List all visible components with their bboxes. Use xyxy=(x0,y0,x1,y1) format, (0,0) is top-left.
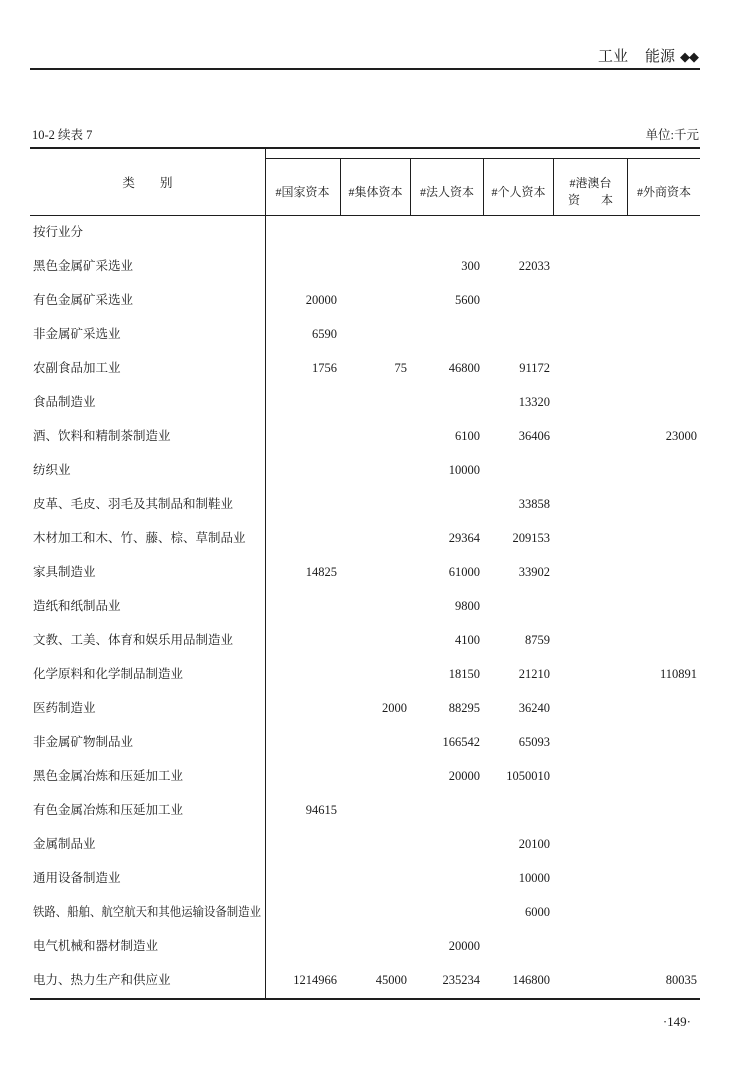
row-category xyxy=(30,904,265,920)
table-row xyxy=(30,623,700,657)
value-individual-capital: 21210 xyxy=(518,667,550,681)
table-row xyxy=(30,249,700,283)
col-header-hk-macao-taiwan-capital xyxy=(553,158,627,215)
col-header-line: 资 本 xyxy=(567,193,613,207)
row-category-label: 化学原料和化学制品制造业 xyxy=(33,667,184,681)
page-number: ·149· xyxy=(662,1014,691,1029)
value-individual-capital: 8759 xyxy=(525,633,550,647)
row-category xyxy=(30,258,265,274)
row-category-label: 文教、工美、体育和娱乐用品制造业 xyxy=(33,633,234,647)
running-head-rule xyxy=(30,68,700,70)
value-individual-capital: 33858 xyxy=(518,497,550,511)
value-individual-capital: 91172 xyxy=(519,361,550,375)
value-corporate-capital: 20000 xyxy=(448,769,480,783)
col-header-line: #国家资本 xyxy=(275,184,330,199)
value-corporate-capital: 29364 xyxy=(448,531,480,545)
row-category xyxy=(30,700,265,716)
table-row xyxy=(30,725,700,759)
value-state-capital: 14825 xyxy=(305,565,337,579)
row-category-label: 木材加工和木、竹、藤、棕、草制品业 xyxy=(33,531,246,545)
row-category-label: 有色金属冶炼和压延加工业 xyxy=(33,803,184,817)
row-category xyxy=(30,870,265,886)
group-label xyxy=(30,224,265,240)
value-individual-capital: 1050010 xyxy=(506,769,550,783)
row-category-label: 皮革、毛皮、羽毛及其制品和制鞋业 xyxy=(33,497,234,511)
table-top-rule xyxy=(30,147,700,149)
row-category xyxy=(30,734,265,750)
value-foreign-capital: 80035 xyxy=(665,973,697,987)
value-individual-capital: 20100 xyxy=(518,837,550,851)
value-corporate-capital: 18150 xyxy=(448,667,480,681)
table-row xyxy=(30,793,700,827)
table-unit: 单位:千元 xyxy=(645,128,699,142)
value-corporate-capital: 46800 xyxy=(448,361,480,375)
table-row xyxy=(30,487,700,521)
table-row xyxy=(30,419,700,453)
value-individual-capital: 65093 xyxy=(518,735,550,749)
value-corporate-capital: 235234 xyxy=(442,973,480,987)
value-corporate-capital: 6100 xyxy=(455,429,480,443)
value-individual-capital: 146800 xyxy=(512,973,550,987)
value-collective-capital: 75 xyxy=(394,361,407,375)
table-body xyxy=(30,215,700,997)
value-foreign-capital: 23000 xyxy=(665,429,697,443)
value-individual-capital: 33902 xyxy=(518,565,550,579)
value-individual-capital: 36406 xyxy=(518,429,550,443)
value-individual-capital: 36240 xyxy=(518,701,550,715)
row-category xyxy=(30,938,265,954)
row-category-label: 酒、饮料和精制茶制造业 xyxy=(33,429,171,443)
value-corporate-capital: 300 xyxy=(461,259,480,273)
row-category-label: 金属制品业 xyxy=(33,837,96,851)
col-header-corporate-capital xyxy=(410,158,483,215)
col-header-state-capital xyxy=(265,158,340,215)
row-category xyxy=(30,666,265,682)
row-category-label: 食品制造业 xyxy=(33,395,96,409)
col-header-line: #法人资本 xyxy=(419,184,474,199)
value-state-capital: 6590 xyxy=(312,327,337,341)
column-headers xyxy=(265,158,700,215)
category-column-header: 类 别 xyxy=(122,176,173,190)
value-individual-capital: 13320 xyxy=(518,395,550,409)
row-category xyxy=(30,802,265,818)
row-category xyxy=(30,496,265,512)
table-row xyxy=(30,895,700,929)
running-head-section: 工业 xyxy=(597,49,628,65)
row-category-label: 黑色金属矿采选业 xyxy=(33,259,134,273)
table-row xyxy=(30,521,700,555)
value-corporate-capital: 4100 xyxy=(455,633,480,647)
table-caption: 10-2 续表 7 xyxy=(32,128,93,142)
row-category xyxy=(30,768,265,784)
value-corporate-capital: 88295 xyxy=(448,701,480,715)
table-row xyxy=(30,351,700,385)
table-row xyxy=(30,555,700,589)
row-category xyxy=(30,360,265,376)
diamond-icon: ◆◆ xyxy=(680,49,698,64)
table-row xyxy=(30,453,700,487)
table-row xyxy=(30,657,700,691)
col-header-line: #港澳台 xyxy=(569,176,612,190)
row-category-label: 非金属矿物制品业 xyxy=(33,735,134,749)
value-collective-capital: 2000 xyxy=(382,701,407,715)
row-category xyxy=(30,326,265,342)
running-head xyxy=(598,47,698,67)
table-row xyxy=(30,827,700,861)
row-category-label: 纺织业 xyxy=(33,463,71,477)
row-category xyxy=(30,462,265,478)
table-row xyxy=(30,963,700,997)
value-foreign-capital: 110891 xyxy=(659,667,697,681)
value-individual-capital: 209153 xyxy=(512,531,550,545)
table-row xyxy=(30,929,700,963)
table-row xyxy=(30,317,700,351)
row-category xyxy=(30,530,265,546)
row-category xyxy=(30,428,265,444)
table-row xyxy=(30,861,700,895)
value-corporate-capital: 166542 xyxy=(442,735,480,749)
row-category xyxy=(30,836,265,852)
row-category-label: 造纸和纸制品业 xyxy=(33,599,121,613)
table-row xyxy=(30,385,700,419)
row-category xyxy=(30,292,265,308)
col-header-line: #集体资本 xyxy=(348,184,403,199)
row-category-label: 非金属矿采选业 xyxy=(33,327,121,341)
row-category xyxy=(30,972,265,988)
row-category xyxy=(30,598,265,614)
value-state-capital: 94615 xyxy=(305,803,337,817)
row-category xyxy=(30,394,265,410)
value-state-capital: 1214966 xyxy=(293,973,337,987)
value-corporate-capital: 61000 xyxy=(448,565,480,579)
group-label-row xyxy=(30,215,700,249)
row-category-label: 医药制造业 xyxy=(33,701,96,715)
row-category xyxy=(30,632,265,648)
value-corporate-capital: 10000 xyxy=(448,463,480,477)
running-head-subsection: 能源 xyxy=(644,49,675,65)
table-row xyxy=(30,283,700,317)
value-individual-capital: 6000 xyxy=(525,905,550,919)
row-category-label: 有色金属矿采选业 xyxy=(33,293,134,307)
col-header-line: #个人资本 xyxy=(491,184,546,199)
table-row xyxy=(30,589,700,623)
row-category xyxy=(30,564,265,580)
value-state-capital: 1756 xyxy=(312,361,337,375)
value-corporate-capital: 9800 xyxy=(455,599,480,613)
table-bottom-rule xyxy=(30,998,700,1000)
value-collective-capital: 45000 xyxy=(375,973,407,987)
col-header-collective-capital xyxy=(340,158,410,215)
row-category-label: 电气机械和器材制造业 xyxy=(33,939,159,953)
value-corporate-capital: 20000 xyxy=(448,939,480,953)
row-category-label: 通用设备制造业 xyxy=(33,871,121,885)
col-header-individual-capital xyxy=(483,158,553,215)
row-category-label: 农副食品加工业 xyxy=(33,361,121,375)
value-individual-capital: 10000 xyxy=(518,871,550,885)
value-state-capital: 20000 xyxy=(305,293,337,307)
value-corporate-capital: 5600 xyxy=(455,293,480,307)
row-category-label: 家具制造业 xyxy=(33,565,96,579)
table-row xyxy=(30,691,700,725)
col-header-line: #外商资本 xyxy=(636,184,691,199)
table-row xyxy=(30,759,700,793)
col-header-foreign-capital xyxy=(627,158,700,215)
row-category-label: 铁路、船舶、航空航天和其他运输设备制造业 xyxy=(33,905,261,919)
row-category-label: 电力、热力生产和供应业 xyxy=(33,973,171,987)
group-label-text: 按行业分 xyxy=(33,225,84,239)
value-individual-capital: 22033 xyxy=(518,259,550,273)
row-category-label: 黑色金属冶炼和压延加工业 xyxy=(33,769,184,783)
